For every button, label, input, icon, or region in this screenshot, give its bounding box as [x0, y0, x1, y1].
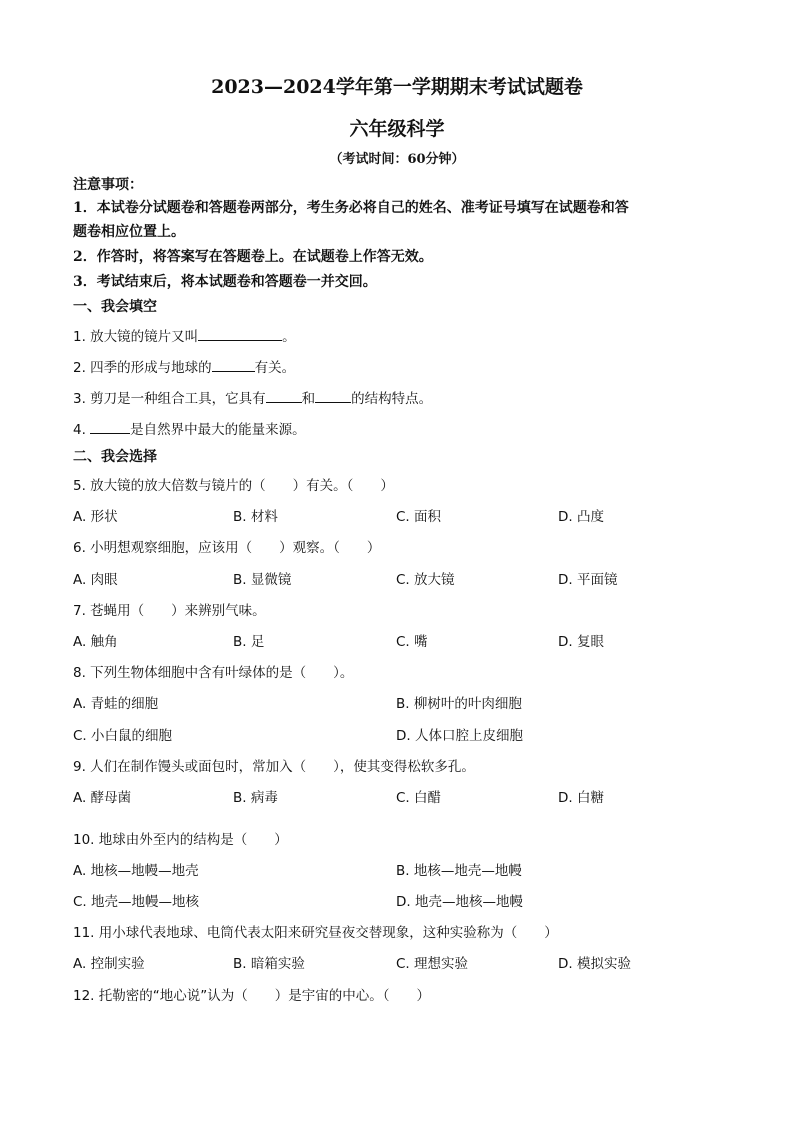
notes-item-1-cont: 题卷相应位置上。 — [73, 224, 185, 240]
q10-options-row-2 — [73, 890, 733, 910]
q11-option-d: D. 模拟实验 — [558, 956, 631, 972]
q10-option-c: C. 地壳—地幔—地核 — [73, 894, 200, 910]
q6-option-b: B. 显微镜 — [233, 572, 292, 588]
question-8: 8. 下列生物体细胞中含有叶绿体的是（ ）。 — [73, 665, 354, 681]
q3-text-post: 的结构特点。 — [351, 391, 433, 407]
q5-option-a: A. 形状 — [73, 509, 118, 525]
question-10: 10. 地球由外至内的结构是（ ） — [73, 832, 288, 848]
question-3 — [73, 387, 432, 407]
q3-blank-1 — [266, 388, 302, 403]
q6-option-a: A. 肉眼 — [73, 572, 118, 588]
q2-text-pre: 2. 四季的形成与地球的 — [73, 360, 212, 376]
q8-options-row-2 — [73, 724, 733, 744]
question-6: 6. 小明想观察细胞，应该用（ ）观察。（ ） — [73, 540, 381, 556]
q10-option-b: B. 地核—地壳—地幔 — [396, 863, 522, 879]
notes-item-3: 3．考试结束后，将本试题卷和答题卷一并交回。 — [73, 274, 377, 290]
q6-option-d: D. 平面镜 — [558, 572, 618, 588]
q7-option-b: B. 足 — [233, 634, 265, 650]
q3-blank-2 — [315, 388, 351, 403]
q7-option-c: C. 嘴 — [396, 634, 428, 650]
q1-text-post: 。 — [282, 329, 296, 345]
section1-heading: 一、我会填空 — [73, 299, 157, 315]
notes-heading: 注意事项： — [73, 177, 143, 193]
q9-option-d: D. 白糖 — [558, 790, 604, 806]
q9-option-c: C. 白醋 — [396, 790, 442, 806]
q11-option-c: C. 理想实验 — [396, 956, 469, 972]
q4-text-post: 是自然界中最大的能量来源。 — [130, 422, 306, 438]
q9-options — [73, 786, 733, 806]
section2-heading: 二、我会选择 — [73, 449, 157, 465]
exam-time: （考试时间：60分钟） — [329, 152, 465, 167]
q7-option-d: D. 复眼 — [558, 634, 604, 650]
question-5: 5. 放大镜的放大倍数与镜片的（ ）有关。（ ） — [73, 478, 394, 494]
q2-text-post: 有关。 — [254, 360, 296, 376]
question-12: 12. 托勒密的“地心说”认为（ ）是宇宙的中心。（ ） — [73, 988, 430, 1004]
question-7: 7. 苍蝇用（ ）来辨别气味。 — [73, 603, 266, 619]
q7-options — [73, 630, 733, 650]
q8-option-d: D. 人体口腔上皮细胞 — [396, 728, 523, 744]
q4-text-pre: 4. — [73, 422, 91, 438]
q3-text-pre: 3. 剪刀是一种组合工具，它具有 — [73, 391, 266, 407]
q1-blank — [198, 326, 282, 341]
q1-text-pre: 1. 放大镜的镜片又叫 — [73, 329, 199, 345]
q5-option-d: D. 凸度 — [558, 509, 604, 525]
q4-blank — [90, 419, 130, 434]
q11-options — [73, 952, 733, 972]
q8-option-a: A. 青蛙的细胞 — [73, 696, 159, 712]
exam-title: 2023—2024学年第一学期期末考试试题卷 — [211, 76, 583, 98]
q5-option-b: B. 材料 — [233, 509, 278, 525]
q10-option-a: A. 地核—地幔—地壳 — [73, 863, 199, 879]
question-1 — [73, 325, 296, 345]
question-9: 9. 人们在制作馒头或面包时，常加入（ ），使其变得松软多孔。 — [73, 759, 475, 775]
question-4 — [73, 418, 306, 438]
q7-option-a: A. 触角 — [73, 634, 118, 650]
question-11: 11. 用小球代表地球、电筒代表太阳来研究昼夜交替现象，这种实验称为（ ） — [73, 925, 558, 941]
q6-options — [73, 568, 733, 588]
q10-option-d: D. 地壳—地核—地幔 — [396, 894, 523, 910]
exam-subtitle: 六年级科学 — [349, 118, 445, 140]
q11-option-a: A. 控制实验 — [73, 956, 145, 972]
q10-options-row-1 — [73, 859, 733, 879]
q3-text-mid: 和 — [301, 391, 316, 407]
q8-options-row-1 — [73, 692, 733, 712]
q5-option-c: C. 面积 — [396, 509, 442, 525]
q11-option-b: B. 暗箱实验 — [233, 956, 305, 972]
q8-option-c: C. 小白鼠的细胞 — [73, 728, 173, 744]
q9-option-a: A. 酵母菌 — [73, 790, 132, 806]
notes-item-2: 2．作答时，将答案写在答题卷上。在试题卷上作答无效。 — [73, 249, 433, 265]
q8-option-b: B. 柳树叶的叶肉细胞 — [396, 696, 522, 712]
q5-options — [73, 505, 733, 525]
question-2 — [73, 356, 295, 376]
q9-option-b: B. 病毒 — [233, 790, 278, 806]
q6-option-c: C. 放大镜 — [396, 572, 455, 588]
q2-blank — [212, 357, 255, 372]
notes-item-1: 1．本试卷分试题卷和答题卷两部分，考生务必将自己的姓名、准考证号填写在试题卷和答 — [73, 200, 629, 216]
